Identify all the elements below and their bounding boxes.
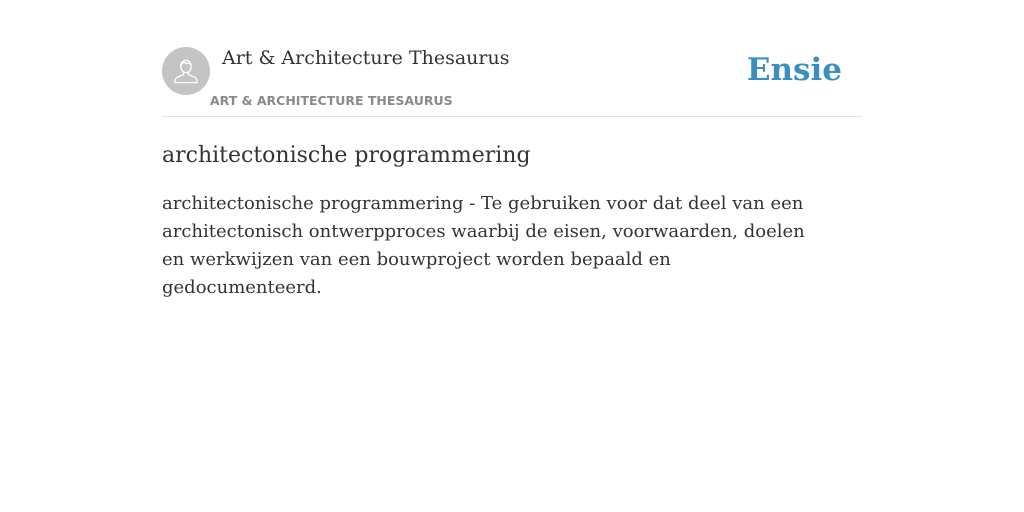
user-avatar-icon[interactable] [162, 47, 210, 95]
entry-definition: architectonische programmering - Te gebruiken voor dat deel van een architectonisch ontwerpproces waarbij de eisen, voorwaarden, doelen en werkwijzen van een bouwproject worden bepaald en gedocumenteerd. [162, 193, 805, 298]
brand-logo[interactable]: Ensie [746, 52, 842, 88]
entry-header [162, 0, 862, 117]
author-subtitle[interactable]: ART & ARCHITECTURE THESAURUS [210, 93, 453, 108]
entry-title: architectonische programmering [162, 143, 531, 168]
author-name[interactable]: Art & Architecture Thesaurus [222, 47, 510, 69]
entry-card [162, 0, 862, 302]
